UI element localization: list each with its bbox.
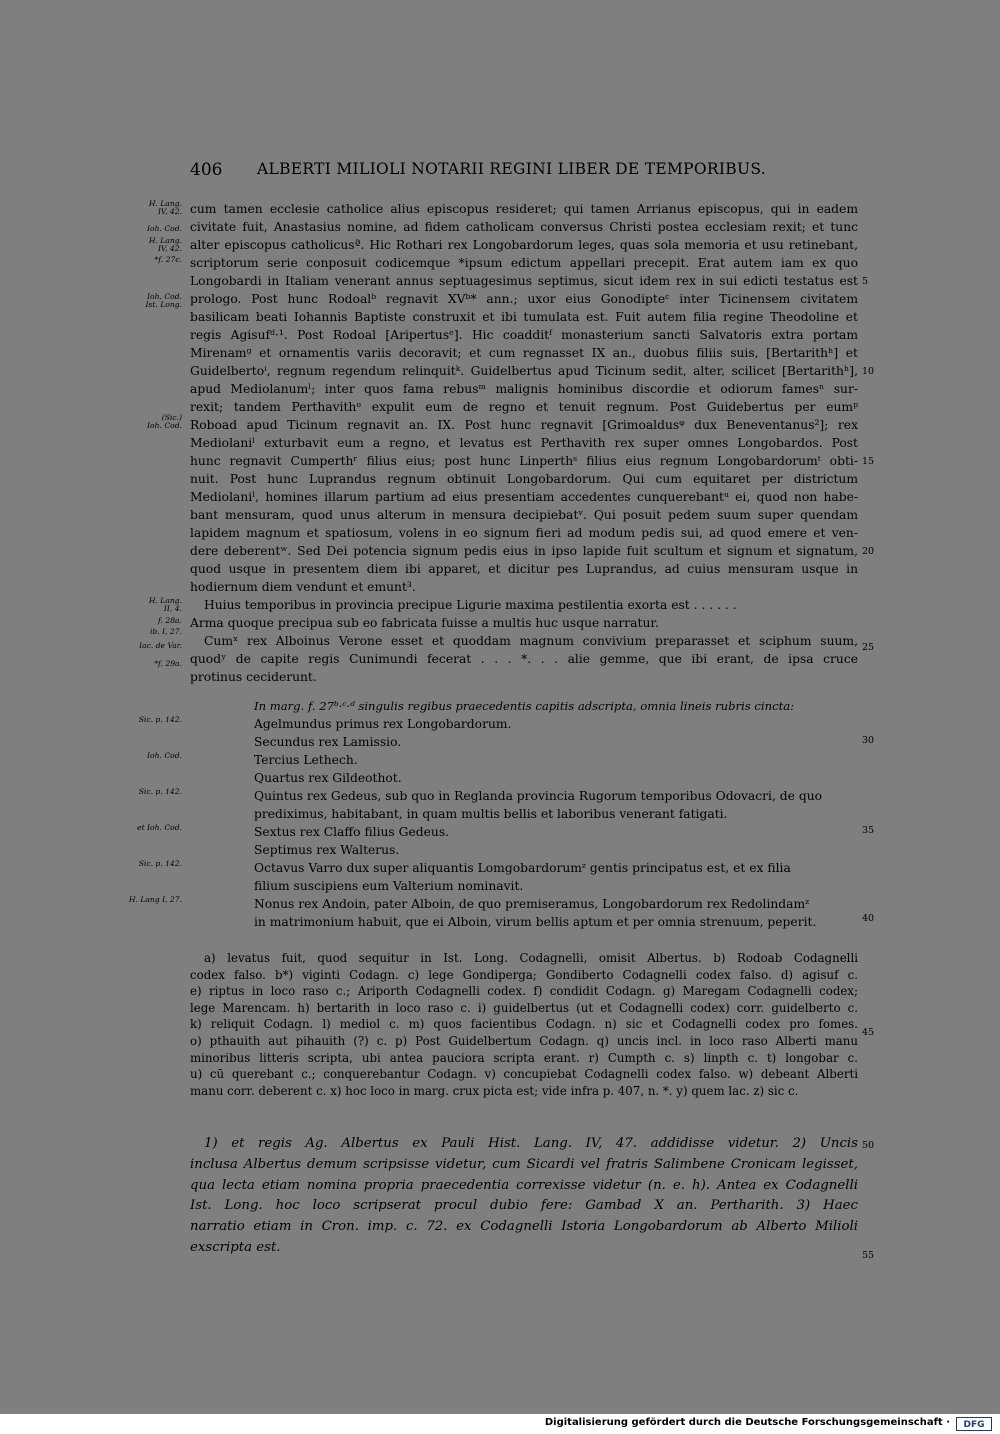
margin-note: (Sic.) Ioh. Cod. bbox=[147, 413, 182, 431]
text-line: Mediolaniˡ exturbavit eum a regno, et levatus est Perthavith rex super omnes Longobardos. Post bbox=[190, 436, 858, 450]
line-number: 35 bbox=[862, 825, 875, 836]
text-line: prediximus, habitabant, in quam multis bellis et laboribus venerant fatigati. bbox=[254, 807, 728, 821]
text-line: Quartus rex Gildeothot. bbox=[254, 771, 402, 785]
line-number: 50 bbox=[862, 1140, 875, 1151]
text-line: codex falso. b*) viginti Codagn. c) lege Gondiperga; Gondiberto Codagnelli codex falso. d) agisuf c. bbox=[190, 967, 858, 982]
text-line: Tercius Lethech. bbox=[254, 753, 358, 767]
main-text bbox=[190, 200, 858, 686]
line-number: 45 bbox=[862, 1027, 875, 1038]
text-line: in matrimonium habuit, que ei Alboin, virum bellis aptum et per omnia strenuum, peperit. bbox=[254, 915, 817, 929]
text-line: civitate fuit, Anastasius nomine, ad fidem catholicam conversus Christi postea ecclesiam rexit; et tunc bbox=[190, 220, 858, 234]
text-line: prologo. Post hunc Rodoalᵇ regnavit XVᵇ* ann.; uxor eius Gonodipteᶜ inter Ticinensem civitatem bbox=[190, 292, 858, 306]
text-line: u) cū querebant c.; conquerebantur Codagn. v) concupiebat Codagnelli codex falso. w) debeant Alberti bbox=[190, 1067, 858, 1082]
text-line: bant mensuram, quod unus alterum in mensura decipiebatᵛ. Qui posuit pedem suum super quendam bbox=[190, 508, 858, 522]
text-line: Mirenamᵍ et ornamentis variis decoravit; et cum regnasset IX an., duobus filiis suis, [Bertarithʰ] et bbox=[190, 346, 858, 360]
text-line: cum tamen ecclesie catholice alius episcopus resideret; qui tamen Arrianus episcopus, qui in eadem bbox=[190, 202, 858, 216]
text-line: regis Agisufᵈ·¹. Post Rodoal [Aripertusᵉ]. Hic coadditᶠ monasterium sancti Salvatoris extra portam bbox=[190, 328, 858, 342]
line-number: 55 bbox=[862, 1250, 875, 1261]
text-line: Secundus rex Lamissio. bbox=[254, 735, 402, 749]
line-number: 10 bbox=[862, 366, 875, 377]
page-header bbox=[190, 160, 860, 184]
text-line: Agelmundus primus rex Longobardorum. bbox=[254, 717, 512, 731]
margin-note: H. Lang. IV, 42. bbox=[148, 236, 182, 254]
running-title: ALBERTI MILIOLI NOTARII REGINI LIBER DE TEMPORIBUS. bbox=[257, 160, 766, 178]
text-line: lege Marencam. h) bertarith in loco raso c. i) guidelbertus (ut et Codagnelli codex) corr. guidelberto c. bbox=[190, 1000, 858, 1015]
text-line: lapidem magnum et spatiosum, volens in eo signum fieri ad modum pedis sui, ad quod emere et ven- bbox=[190, 526, 858, 540]
footnotes-critical bbox=[190, 950, 858, 1099]
margin-note: *f. 27c. bbox=[154, 255, 182, 264]
dfg-logo-icon: DFG bbox=[956, 1417, 992, 1431]
margin-note: H. Lang I, 27. bbox=[128, 895, 182, 904]
text-line: manu corr. deberent c. x) hoc loco in marg. crux picta est; vide infra p. 407, n. *. y) quem lac. z) sic c. bbox=[190, 1083, 799, 1098]
footnotes-commentary bbox=[190, 1134, 858, 1259]
text-line: Huius temporibus in provincia precipue Ligurie maxima pestilentia exorta est . . . . . . bbox=[204, 598, 737, 612]
text-line: Guidelbertoⁱ, regnum regendum relinquitᵏ. Guidelbertus apud Ticinum sedit, alter, scilicet [Bertarithʰ], bbox=[190, 364, 858, 378]
text-line: 1) et regis Ag. Albertus ex Pauli Hist. Lang. IV, 47. addidisse videtur. 2) Uncis bbox=[204, 1136, 858, 1151]
text-line: basilicam beati Iohannis Baptiste construxit et ibi tumulata est. Fuit autem filia regine Theodoline et bbox=[190, 310, 858, 324]
margin-note: ib. I, 27. bbox=[149, 627, 182, 636]
line-number: 20 bbox=[862, 546, 875, 557]
text-line: nuit. Post hunc Luprandus regnum obtinuit Longobardorum. Qui cum equitaret per districtum bbox=[190, 472, 858, 486]
footer-text: Digitalisierung gefördert durch die Deutsche Forschungsgemeinschaft · bbox=[544, 1417, 950, 1428]
text-line: apud Mediolanumˡ; inter quos fama rebusᵐ malignis hominibus discordie et odiorum famesⁿ sur- bbox=[190, 382, 858, 396]
text-line: Longobardi in Italiam venerant annus septuagesimus septimus, sicut idem rex in sui edicti testatus est bbox=[190, 274, 858, 288]
text-line: exscripta est. bbox=[190, 1239, 281, 1255]
text-line: Arma quoque precipua sub eo fabricata fuisse a multis huc usque narratur. bbox=[190, 616, 659, 630]
text-line: o) pthauith aut pihauith (?) c. p) Post Guidelbertum Codagn. q) uncis incl. in loco raso Alberti manu bbox=[190, 1033, 858, 1048]
text-line: quod usque in presentem diem ibi apparet, et dicitur pes Luprandus, ad cuius mensuram usque in bbox=[190, 562, 858, 576]
margin-note: Ioh. Cod. bbox=[147, 751, 182, 760]
text-line: Octavus Varro dux super aliquantis Lomgobardorumᶻ gentis principatus est, et ex filia bbox=[254, 861, 791, 875]
line-number: 15 bbox=[862, 456, 875, 467]
text-line: Mediolaniˡ, homines illarum partium ad eius presentiam accedentes cunquerebantᵘ ei, quod non habe- bbox=[190, 490, 858, 504]
line-number: 40 bbox=[862, 913, 875, 924]
kings-list bbox=[254, 697, 858, 931]
text-line: Sextus rex Claffo filius Gedeus. bbox=[254, 825, 450, 839]
margin-note: H. Lang. IV, 42. bbox=[148, 199, 182, 217]
text-line: e) riptus in loco raso c.; Ariporth Codagnelli codex. f) condidit Codagn. g) Maregam Codagnelli codex; bbox=[190, 984, 858, 999]
margin-note: Iac. de Var. bbox=[139, 641, 182, 650]
margin-note: Sic. p. 142. bbox=[138, 715, 182, 724]
kings-intro: In marg. f. 27ᵇ·ᶜ·ᵈ singulis regibus praecedentis capitis adscripta, omnia lineis rubris cincta: bbox=[254, 699, 795, 713]
text-line: hodiernum diem vendunt et emunt³. bbox=[190, 580, 416, 594]
margin-note: et Ioh. Cod. bbox=[137, 823, 182, 832]
text-line: quodʸ de capite regis Cunimundi fecerat . . . *. . . alie gemme, que ibi erant, de ipsa cruce bbox=[190, 652, 858, 666]
footer-bar bbox=[0, 1414, 1000, 1434]
text-line: hunc regnavit Cumperthʳ filius eius; post hunc Linperthˢ filius eius regnum Longobardorumᵗ obti- bbox=[190, 454, 858, 468]
text-line: alter episcopus catholicusª. Hic Rothari rex Longobardorum leges, quas sola memoria et usu retinebant, bbox=[190, 238, 858, 252]
text-line: Cumˣ rex Alboinus Verone esset et quoddam magnum convivium preparasset et sciphum suum, bbox=[204, 634, 858, 648]
margin-note: *f. 29a. bbox=[154, 659, 182, 668]
text-line: Ist. Long. hoc loco scripserat procul dubio fere: Gambad X an. Pertharith. 3) Haec bbox=[190, 1198, 858, 1214]
text-line: inclusa Albertus demum scripsisse videtur, cum Sicardi vel fratris Salimbene Cronicam legisset, bbox=[190, 1156, 858, 1172]
margin-note: Sic. p. 142. bbox=[138, 859, 182, 868]
margin-note: Ioh. Cod. bbox=[147, 224, 182, 233]
text-line: Quintus rex Gedeus, sub quo in Reglanda provincia Rugorum temporibus Odovacri, de quo bbox=[254, 789, 823, 803]
text-line: dere deberentʷ. Sed Dei potencia signum pedis eius in ipso lapide fuit scultum et signum et signatum, bbox=[190, 544, 858, 558]
text-line: filium suscipiens eum Valterium nominavit. bbox=[254, 879, 524, 893]
margin-note: f. 28a. bbox=[158, 616, 182, 625]
line-number: 5 bbox=[862, 276, 869, 287]
text-line: Nonus rex Andoin, pater Alboin, de quo premiseramus, Longobardorum rex Redolindamᶻ bbox=[254, 897, 810, 911]
margin-note: Sic. p. 142. bbox=[138, 787, 182, 796]
line-number: 30 bbox=[862, 735, 875, 746]
text-line: protinus ceciderunt. bbox=[190, 670, 317, 684]
text-line: Roboad apud Ticinum regnavit an. IX. Post hunc regnavit [Grimoaldusᵠ dux Beneventanus²]; rex bbox=[190, 418, 858, 432]
line-number: 25 bbox=[862, 642, 875, 653]
text-line: rexit; tandem Perthavithᵒ expulit eum de regno et tenuit regnum. Post Guidebertus per eumᵖ bbox=[190, 400, 858, 414]
text-line: k) reliquit Codagn. l) mediol c. m) quos facientibus Codagn. n) sic et Codagnelli codex pro fomes. bbox=[190, 1017, 858, 1032]
margin-note: H. Lang. II, 4. bbox=[148, 596, 182, 614]
text-line: minoribus litteris scripta, ubi antea pauciora scripta erant. r) Cumpth c. s) linpth c. t) longobar c. bbox=[190, 1050, 858, 1065]
text-line: a) levatus fuit, quod sequitur in Ist. Long. Codagnelli, omisit Albertus. b) Rodoab Codagnelli bbox=[204, 951, 858, 965]
text-line: qua lecta etiam nomina propria praecedentia correxisse videtur (n. e. h). Antea ex Codagnelli bbox=[190, 1177, 858, 1193]
text-line: scriptorum serie conposuit codicemque *ipsum edictum appellari precepit. Erat autem iam ex quo bbox=[190, 256, 858, 270]
text-line: Septimus rex Walterus. bbox=[254, 843, 400, 857]
text-line: narratio etiam in Cron. imp. c. 72. ex Codagnelli Istoria Longobardorum ab Alberto Milioli bbox=[190, 1219, 858, 1235]
margin-note: Ioh. Cod. Ist. Long. bbox=[145, 292, 182, 310]
page-number: 406 bbox=[190, 160, 223, 180]
